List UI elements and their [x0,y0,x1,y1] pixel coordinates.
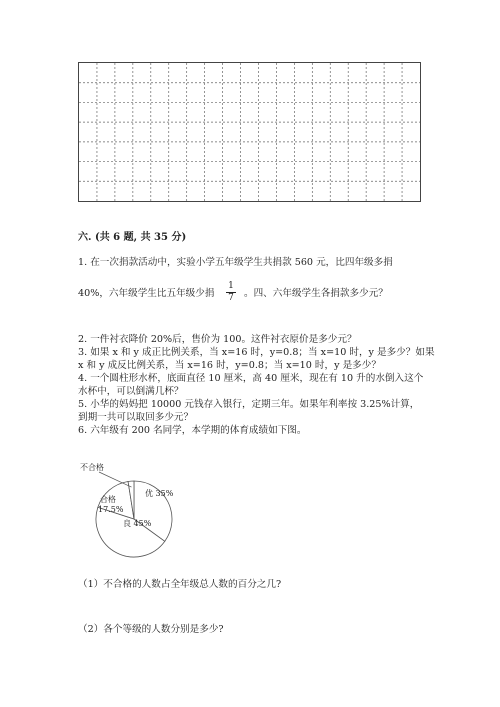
question-3-line-2: x 和 y 成反比例关系，当 x=16 时，y=0.8；当 x=10 时，y 是多少？ [78,360,381,371]
question-1-line-1: 1. 在一次捐款活动中，实验小学五年级学生共捐款 560 元，比四年级多捐 [78,257,393,268]
fraction-numerator: 1 [226,281,236,293]
question-3-line-1: 3. 如果 x 和 y 成正比例关系，当 x=16 时，y=0.8；当 x=10 时，y 是多少？如果 [78,347,435,358]
fraction [226,281,236,304]
pie-chart-svg [75,460,185,560]
pie-chart [75,460,185,560]
section-title: 六. (共 6 题, 共 35 分) [78,232,187,243]
writing-grid [78,62,421,202]
pie-leader-line [99,472,131,487]
question-1-line-2-after: 。四、六年级学生各捐款多少元？ [244,288,388,299]
pie-label-excellent: 优 35% [145,489,174,498]
subquestion-2: （2）各个等级的人数分别是多少? [78,624,224,635]
question-1-line-2-before: 40%，六年级学生比五年级少捐 [78,288,215,299]
question-5-line-2: 到期一共可以取回多少元？ [78,412,194,423]
subquestion-1: （1）不合格的人数占全年级总人数的百分之几? [78,579,282,590]
question-4-line-1: 4. 一个圆柱形水杯，底面直径 10 厘米，高 40 厘米，现在有 10 升的水倒入这个 [78,373,424,384]
pie-label-good: 良 45% [123,519,152,528]
question-6: 6. 六年级有 200 名同学，本学期的体育成绩如下图。 [78,425,307,436]
fraction-denominator: 7 [228,293,234,303]
question-5-line-1: 5. 小华的妈妈把 10000 元钱存入银行，定期三年。如果年利率按 3.25%计算， [78,399,420,410]
pie-label-pass-value: 17.5% [98,505,124,514]
pie-label-pass: 合格 [100,495,116,504]
grid-lines [79,63,420,201]
question-2: 2. 一件衬衣降价 20%后，售价为 100。这件衬衣原价是多少元？ [78,334,357,345]
question-4-line-2: 水杯中，可以倒满几杯？ [78,386,184,397]
pie-label-fail: 不合格 [80,463,104,472]
